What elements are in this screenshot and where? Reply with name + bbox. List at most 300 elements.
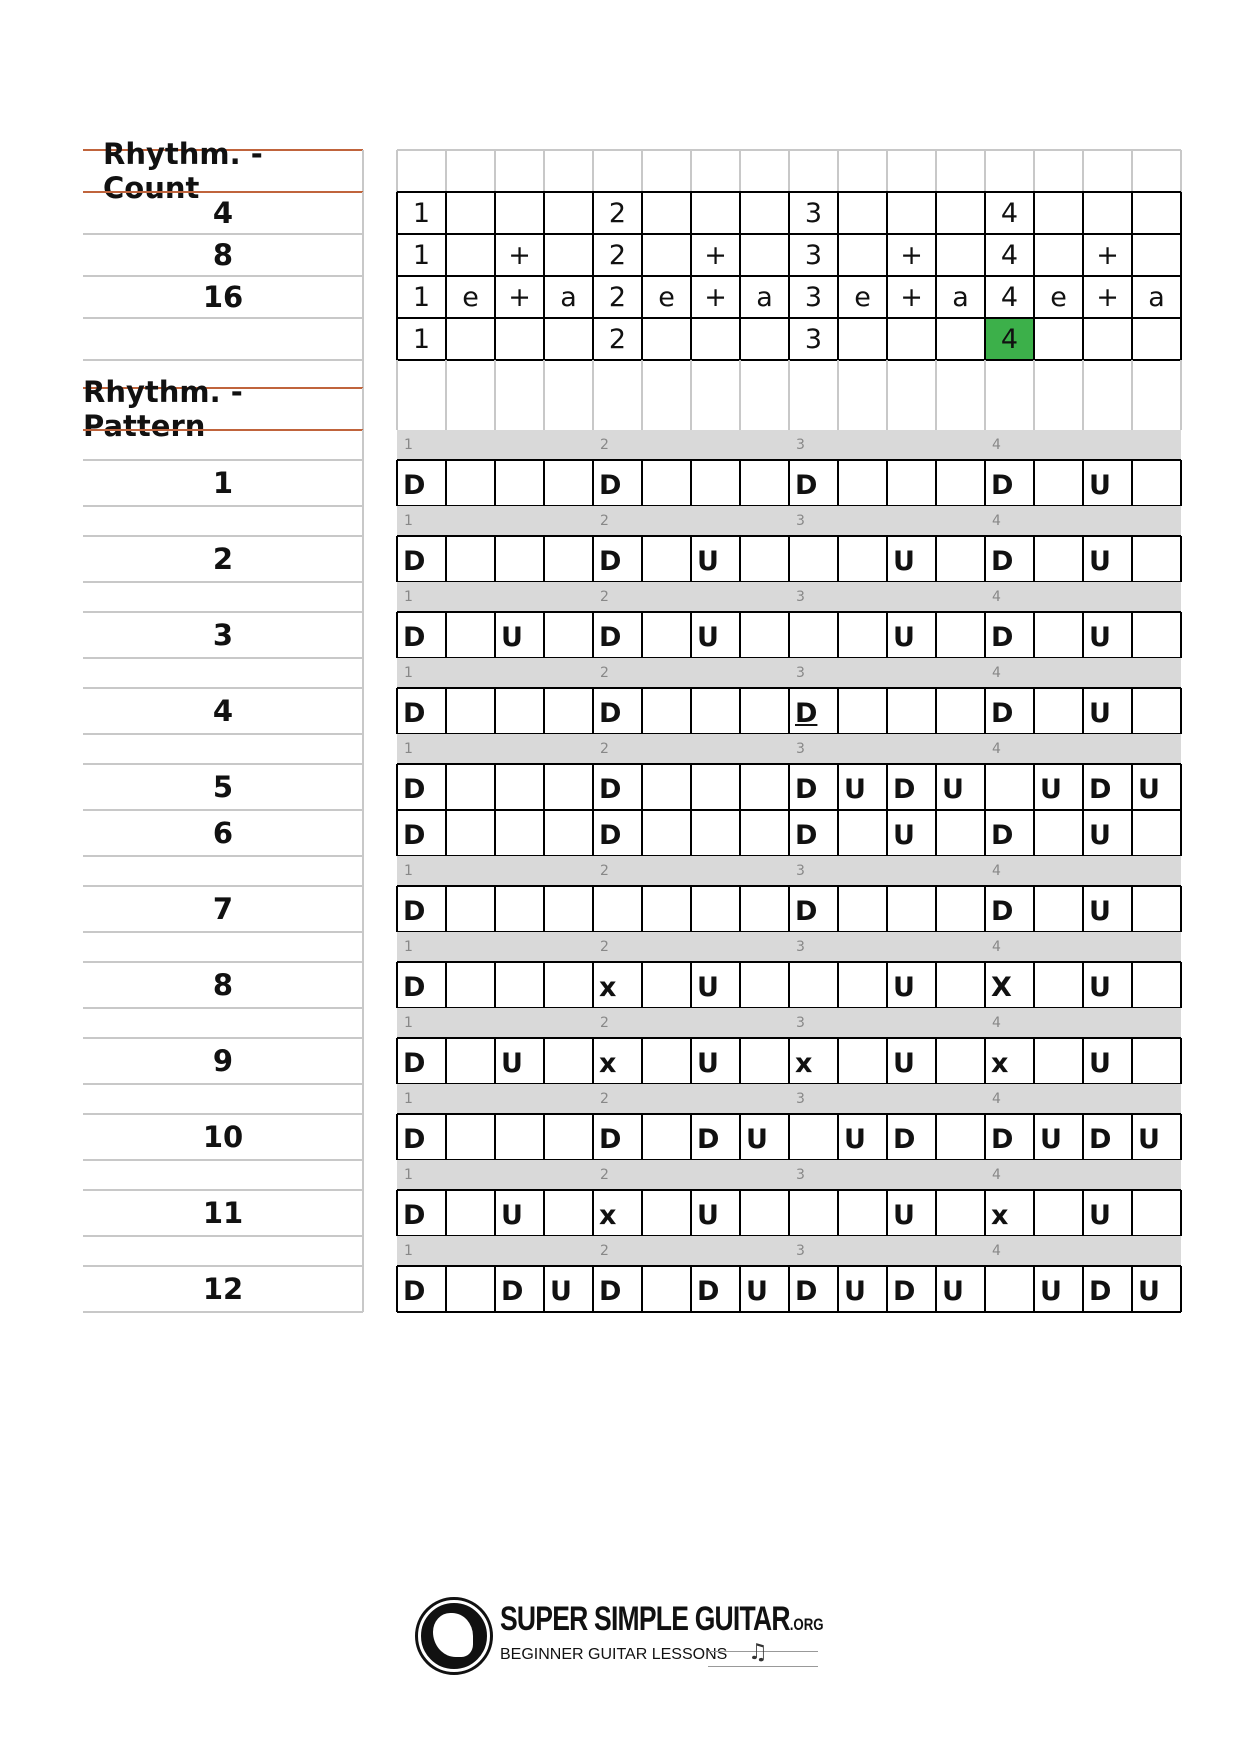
strum-cell: U: [893, 971, 915, 1003]
strum-cell: U: [746, 1123, 768, 1155]
strum-cell: [1132, 460, 1181, 506]
strum-cell: U: [501, 1199, 523, 1231]
grid-line: [739, 1190, 741, 1236]
grid-line: [592, 1190, 594, 1236]
strum-cell: D: [403, 773, 426, 805]
grid-line: [641, 612, 643, 658]
pattern-label: 11: [202, 1196, 244, 1230]
strum-cell: D: [795, 895, 818, 927]
strum-cell: D: [599, 545, 622, 577]
count-cell: [1132, 234, 1181, 276]
grid-line: [592, 192, 594, 360]
grid-line: [1131, 810, 1133, 856]
strum-cell: [642, 962, 691, 1008]
strum-cell: [495, 764, 544, 810]
grid-line: [935, 1266, 937, 1312]
grid-line: [935, 388, 937, 430]
strum-cell: [446, 688, 495, 734]
count-cell: +: [1096, 239, 1119, 271]
count-cell: [642, 234, 691, 276]
pattern-label: 2: [212, 542, 234, 576]
grid-line: [886, 962, 888, 1008]
strum-cell: U: [844, 1275, 866, 1307]
strum-cell: [838, 536, 887, 582]
grid-line: [592, 1266, 594, 1312]
strum-cell: U: [697, 1199, 719, 1231]
grid-line: [1180, 360, 1182, 388]
grid-line: [592, 886, 594, 932]
grid-line: [362, 1160, 364, 1190]
grid-line: [641, 1038, 643, 1084]
strum-cell: [1132, 612, 1181, 658]
grid-line: [362, 1114, 364, 1160]
grid-line: [396, 1266, 398, 1312]
count-cell: [446, 234, 495, 276]
beat-number: 3: [796, 437, 805, 453]
strum-cell: [1034, 1038, 1083, 1084]
grid-line: [592, 688, 594, 734]
strum-cell: [1132, 536, 1181, 582]
strum-cell: [740, 1038, 789, 1084]
music-note-icon: ♫: [748, 1640, 768, 1665]
strum-cell: U: [1089, 1047, 1111, 1079]
beat-number: 2: [600, 863, 609, 879]
beat-number: 4: [992, 741, 1001, 757]
grid-line: [935, 192, 937, 360]
strum-cell: U: [1040, 773, 1062, 805]
beat-number: 4: [992, 1167, 1001, 1183]
strum-cell: U: [1089, 895, 1111, 927]
strum-cell: [642, 612, 691, 658]
grid-line: [592, 1038, 594, 1084]
grid-line: [739, 1266, 741, 1312]
grid-line: [690, 688, 692, 734]
strum-cell: [1034, 962, 1083, 1008]
grid-line: [837, 1190, 839, 1236]
strum-cell: [495, 962, 544, 1008]
grid-line: [445, 192, 447, 360]
count-cell: a: [952, 281, 969, 313]
beat-number: 2: [600, 589, 609, 605]
beat-number: 3: [796, 665, 805, 681]
grid-line: [886, 764, 888, 810]
grid-line: [362, 612, 364, 658]
count-cell: [740, 234, 789, 276]
strum-cell: [1132, 810, 1181, 856]
grid-line: [1082, 1038, 1084, 1084]
guitar-head-badge-icon: [418, 1600, 490, 1672]
beat-number: 4: [992, 513, 1001, 529]
grid-line: [886, 192, 888, 360]
beat-number: 2: [600, 1015, 609, 1031]
grid-line: [690, 1114, 692, 1160]
grid-line: [494, 1114, 496, 1160]
grid-line: [396, 764, 398, 810]
grid-line: [788, 1114, 790, 1160]
grid-line: [396, 192, 398, 360]
grid-line: [739, 612, 741, 658]
count-cell-highlight: 4: [985, 318, 1034, 360]
grid-line: [362, 192, 364, 360]
grid-line: [592, 360, 594, 388]
grid-line: [494, 764, 496, 810]
grid-line: [1131, 1038, 1133, 1084]
grid-line: [1033, 1266, 1035, 1312]
grid-line: [837, 1266, 839, 1312]
grid-line: [739, 688, 741, 734]
grid-line: [362, 430, 364, 460]
grid-line: [543, 150, 545, 192]
strum-cell: [740, 810, 789, 856]
pattern-label: 7: [212, 892, 234, 926]
grid-line: [1180, 1190, 1182, 1236]
grid-line: [690, 764, 692, 810]
count-cell: 2: [608, 281, 627, 313]
grid-line: [641, 764, 643, 810]
count-cell: [691, 318, 740, 360]
grid-line: [362, 1008, 364, 1038]
grid-line: [984, 1190, 986, 1236]
grid-line: [1082, 688, 1084, 734]
grid-line: [641, 1114, 643, 1160]
grid-line: [445, 1114, 447, 1160]
strum-cell: [495, 536, 544, 582]
grid-line: [935, 1114, 937, 1160]
strum-cell: [544, 1114, 593, 1160]
strum-cell: U: [697, 545, 719, 577]
grid-line: [1180, 150, 1182, 192]
grid-line: [641, 460, 643, 506]
count-cell: [1034, 234, 1083, 276]
grid-line: [445, 1038, 447, 1084]
count-cell: [642, 318, 691, 360]
strum-cell: U: [844, 773, 866, 805]
label-rule: [83, 505, 363, 507]
strum-cell: [740, 688, 789, 734]
count-cell: 3: [804, 197, 823, 229]
grid-line: [886, 1038, 888, 1084]
strum-cell: U: [697, 1047, 719, 1079]
count-cell: [740, 318, 789, 360]
grid-line: [690, 460, 692, 506]
beat-number: 4: [992, 863, 1001, 879]
grid-line: [886, 150, 888, 192]
beat-number: 1: [404, 741, 413, 757]
grid-line: [690, 886, 692, 932]
strum-cell: [838, 810, 887, 856]
beat-number: 2: [600, 939, 609, 955]
label-rule: [83, 581, 363, 583]
grid-line: [494, 388, 496, 430]
strum-cell: U: [844, 1123, 866, 1155]
strum-cell: D: [1089, 773, 1112, 805]
grid-line: [362, 1236, 364, 1266]
strum-cell: [1034, 460, 1083, 506]
grid-line: [362, 856, 364, 886]
count-cell: e: [854, 281, 871, 313]
strum-cell: [642, 1114, 691, 1160]
grid-line: [690, 360, 692, 388]
grid-line: [445, 536, 447, 582]
grid-line: [837, 962, 839, 1008]
grid-line: [641, 1266, 643, 1312]
grid-line: [886, 460, 888, 506]
grid-line: [1033, 962, 1035, 1008]
strum-cell: [936, 1038, 985, 1084]
beat-number: 1: [404, 1167, 413, 1183]
pattern-label: 5: [212, 770, 234, 804]
grid-line: [1131, 150, 1133, 192]
count-cell: 4: [1000, 281, 1019, 313]
count-cell: [446, 318, 495, 360]
grid-line: [641, 1190, 643, 1236]
grid-line: [739, 1114, 741, 1160]
grid-line: [788, 810, 790, 856]
grid-line: [641, 360, 643, 388]
strum-cell: D: [795, 819, 818, 851]
count-cell: 4: [1000, 197, 1019, 229]
beat-number: 4: [992, 1091, 1001, 1107]
grid-line: [1131, 886, 1133, 932]
grid-line: [739, 886, 741, 932]
rhythm-worksheet: [83, 137, 1181, 1332]
strum-cell: [642, 886, 691, 932]
strum-cell: [642, 810, 691, 856]
grid-line: [543, 192, 545, 360]
strum-cell: U: [1089, 469, 1111, 501]
strum-cell: D: [795, 1275, 818, 1307]
grid-line: [641, 810, 643, 856]
strum-cell: [446, 1190, 495, 1236]
strum-cell: [495, 688, 544, 734]
strum-cell: U: [893, 545, 915, 577]
pattern-label: 12: [202, 1272, 244, 1306]
count-cell: 3: [804, 239, 823, 271]
grid-line: [592, 1114, 594, 1160]
count-cell: 3: [804, 323, 823, 355]
strum-cell: D: [403, 697, 426, 729]
grid-line: [494, 886, 496, 932]
grid-line: [1180, 1266, 1182, 1312]
strum-cell: [446, 1038, 495, 1084]
strum-cell: [544, 764, 593, 810]
grid-line: [494, 1190, 496, 1236]
grid-line: [1082, 192, 1084, 360]
beat-number: 4: [992, 665, 1001, 681]
grid-line: [396, 1114, 398, 1160]
grid-line: [445, 810, 447, 856]
strum-cell: [544, 536, 593, 582]
grid-line: [1082, 886, 1084, 932]
strum-cell: [838, 460, 887, 506]
strum-cell: [642, 764, 691, 810]
strum-cell: x: [599, 1199, 617, 1231]
strum-cell: U: [501, 1047, 523, 1079]
grid-line: [935, 764, 937, 810]
beat-number: 2: [600, 437, 609, 453]
grid-line: [494, 810, 496, 856]
grid-line: [984, 536, 986, 582]
logo-tagline: BEGINNER GUITAR LESSONS: [500, 1646, 728, 1663]
grid-line: [362, 734, 364, 764]
grid-line: [396, 1190, 398, 1236]
strum-cell: [789, 1114, 838, 1160]
strum-cell: U: [697, 621, 719, 653]
grid-line: [788, 360, 790, 388]
strum-cell: D: [599, 1123, 622, 1155]
grid-line: [1131, 360, 1133, 388]
count-cell: +: [900, 239, 923, 271]
grid-line: [543, 460, 545, 506]
strum-cell: [495, 810, 544, 856]
grid-line: [1082, 1266, 1084, 1312]
grid-line: [837, 612, 839, 658]
grid-line: [837, 764, 839, 810]
strum-cell: [1132, 1190, 1181, 1236]
grid-line: [837, 886, 839, 932]
strum-cell: [446, 460, 495, 506]
grid-line: [788, 1190, 790, 1236]
strum-cell: [740, 886, 789, 932]
grid-line: [984, 810, 986, 856]
count-cell: [1034, 318, 1083, 360]
grid-line: [494, 536, 496, 582]
count-cell: [887, 192, 936, 234]
grid-line: [690, 388, 692, 430]
beat-number: 3: [796, 1243, 805, 1259]
grid-line: [543, 764, 545, 810]
grid-line: [494, 688, 496, 734]
strum-cell: [936, 612, 985, 658]
count-cell: [936, 318, 985, 360]
grid-line: [592, 150, 594, 192]
grid-line: [396, 962, 398, 1008]
strum-cell: D: [1089, 1123, 1112, 1155]
grid-line: [494, 1038, 496, 1084]
grid-line: [1131, 536, 1133, 582]
grid-line: [1082, 612, 1084, 658]
strum-cell: U: [1138, 1275, 1160, 1307]
grid-line: [494, 460, 496, 506]
beat-number: 2: [600, 513, 609, 529]
grid-line: [396, 150, 398, 192]
grid-line: [690, 150, 692, 192]
grid-line: [788, 886, 790, 932]
strum-cell: U: [1040, 1123, 1062, 1155]
strum-cell: [544, 1190, 593, 1236]
label-rule: [83, 855, 363, 857]
strum-cell: D: [599, 621, 622, 653]
grid-line: [984, 360, 986, 388]
grid-line: [690, 810, 692, 856]
strum-cell: D: [991, 895, 1014, 927]
grid-line: [1131, 192, 1133, 360]
strum-cell: [1034, 1190, 1083, 1236]
grid-line: [396, 360, 398, 388]
grid-line: [1082, 1190, 1084, 1236]
strum-cell: [789, 1190, 838, 1236]
strum-cell: [446, 810, 495, 856]
grid-line: [445, 1190, 447, 1236]
count-cell: [1132, 192, 1181, 234]
label-rule: [83, 1311, 363, 1313]
grid-line: [886, 810, 888, 856]
grid-line: [739, 810, 741, 856]
grid-line: [1033, 886, 1035, 932]
grid-line: [1033, 1114, 1035, 1160]
beat-number: 3: [796, 939, 805, 955]
strum-cell: [446, 1114, 495, 1160]
pattern-label: 10: [202, 1120, 244, 1154]
strum-cell: [740, 612, 789, 658]
grid-line: [984, 150, 986, 192]
count-cell: [1034, 192, 1083, 234]
strum-cell: U: [550, 1275, 572, 1307]
grid-line: [1131, 460, 1133, 506]
strum-cell: D: [403, 621, 426, 653]
strum-cell: [936, 1190, 985, 1236]
logo-brand-text: SUPER SIMPLE GUITAR: [500, 1600, 790, 1638]
pattern-label: 6: [212, 816, 234, 850]
grid-line: [837, 360, 839, 388]
count-cell: +: [1096, 281, 1119, 313]
grid-line: [494, 150, 496, 192]
strum-cell: [838, 1190, 887, 1236]
grid-line: [362, 460, 364, 506]
grid-line: [788, 150, 790, 192]
strum-cell: [495, 460, 544, 506]
pattern-label: 1: [212, 466, 234, 500]
strum-cell: U: [893, 819, 915, 851]
grid-line: [837, 460, 839, 506]
grid-line: [837, 1038, 839, 1084]
strum-cell: [1034, 886, 1083, 932]
pattern-label: 4: [212, 694, 234, 728]
grid-line: [788, 1266, 790, 1312]
count-cell: [740, 192, 789, 234]
grid-line: [690, 1266, 692, 1312]
strum-cell: [887, 460, 936, 506]
grid-line: [1180, 962, 1182, 1008]
strum-cell: [936, 962, 985, 1008]
grid-line: [543, 536, 545, 582]
strum-cell: D: [893, 1275, 916, 1307]
grid-line: [739, 460, 741, 506]
grid-line: [592, 460, 594, 506]
grid-line: [592, 962, 594, 1008]
grid-line: [362, 962, 364, 1008]
grid-line: [1180, 688, 1182, 734]
count-cell: [544, 318, 593, 360]
logo-brand: [500, 1600, 824, 1639]
grid-line: [984, 192, 986, 360]
grid-line: [1180, 1038, 1182, 1084]
label-rule: [83, 657, 363, 659]
grid-line: [739, 192, 741, 360]
grid-line: [445, 764, 447, 810]
beat-number: 2: [600, 741, 609, 757]
strum-cell: [691, 460, 740, 506]
grid-line: [396, 612, 398, 658]
strum-cell: [985, 764, 1034, 810]
strum-cell: [544, 810, 593, 856]
grid-line: [935, 460, 937, 506]
grid-line: [837, 688, 839, 734]
count-cell: a: [756, 281, 773, 313]
grid-line: [445, 1266, 447, 1312]
count-cell: [544, 234, 593, 276]
grid-line: [543, 688, 545, 734]
